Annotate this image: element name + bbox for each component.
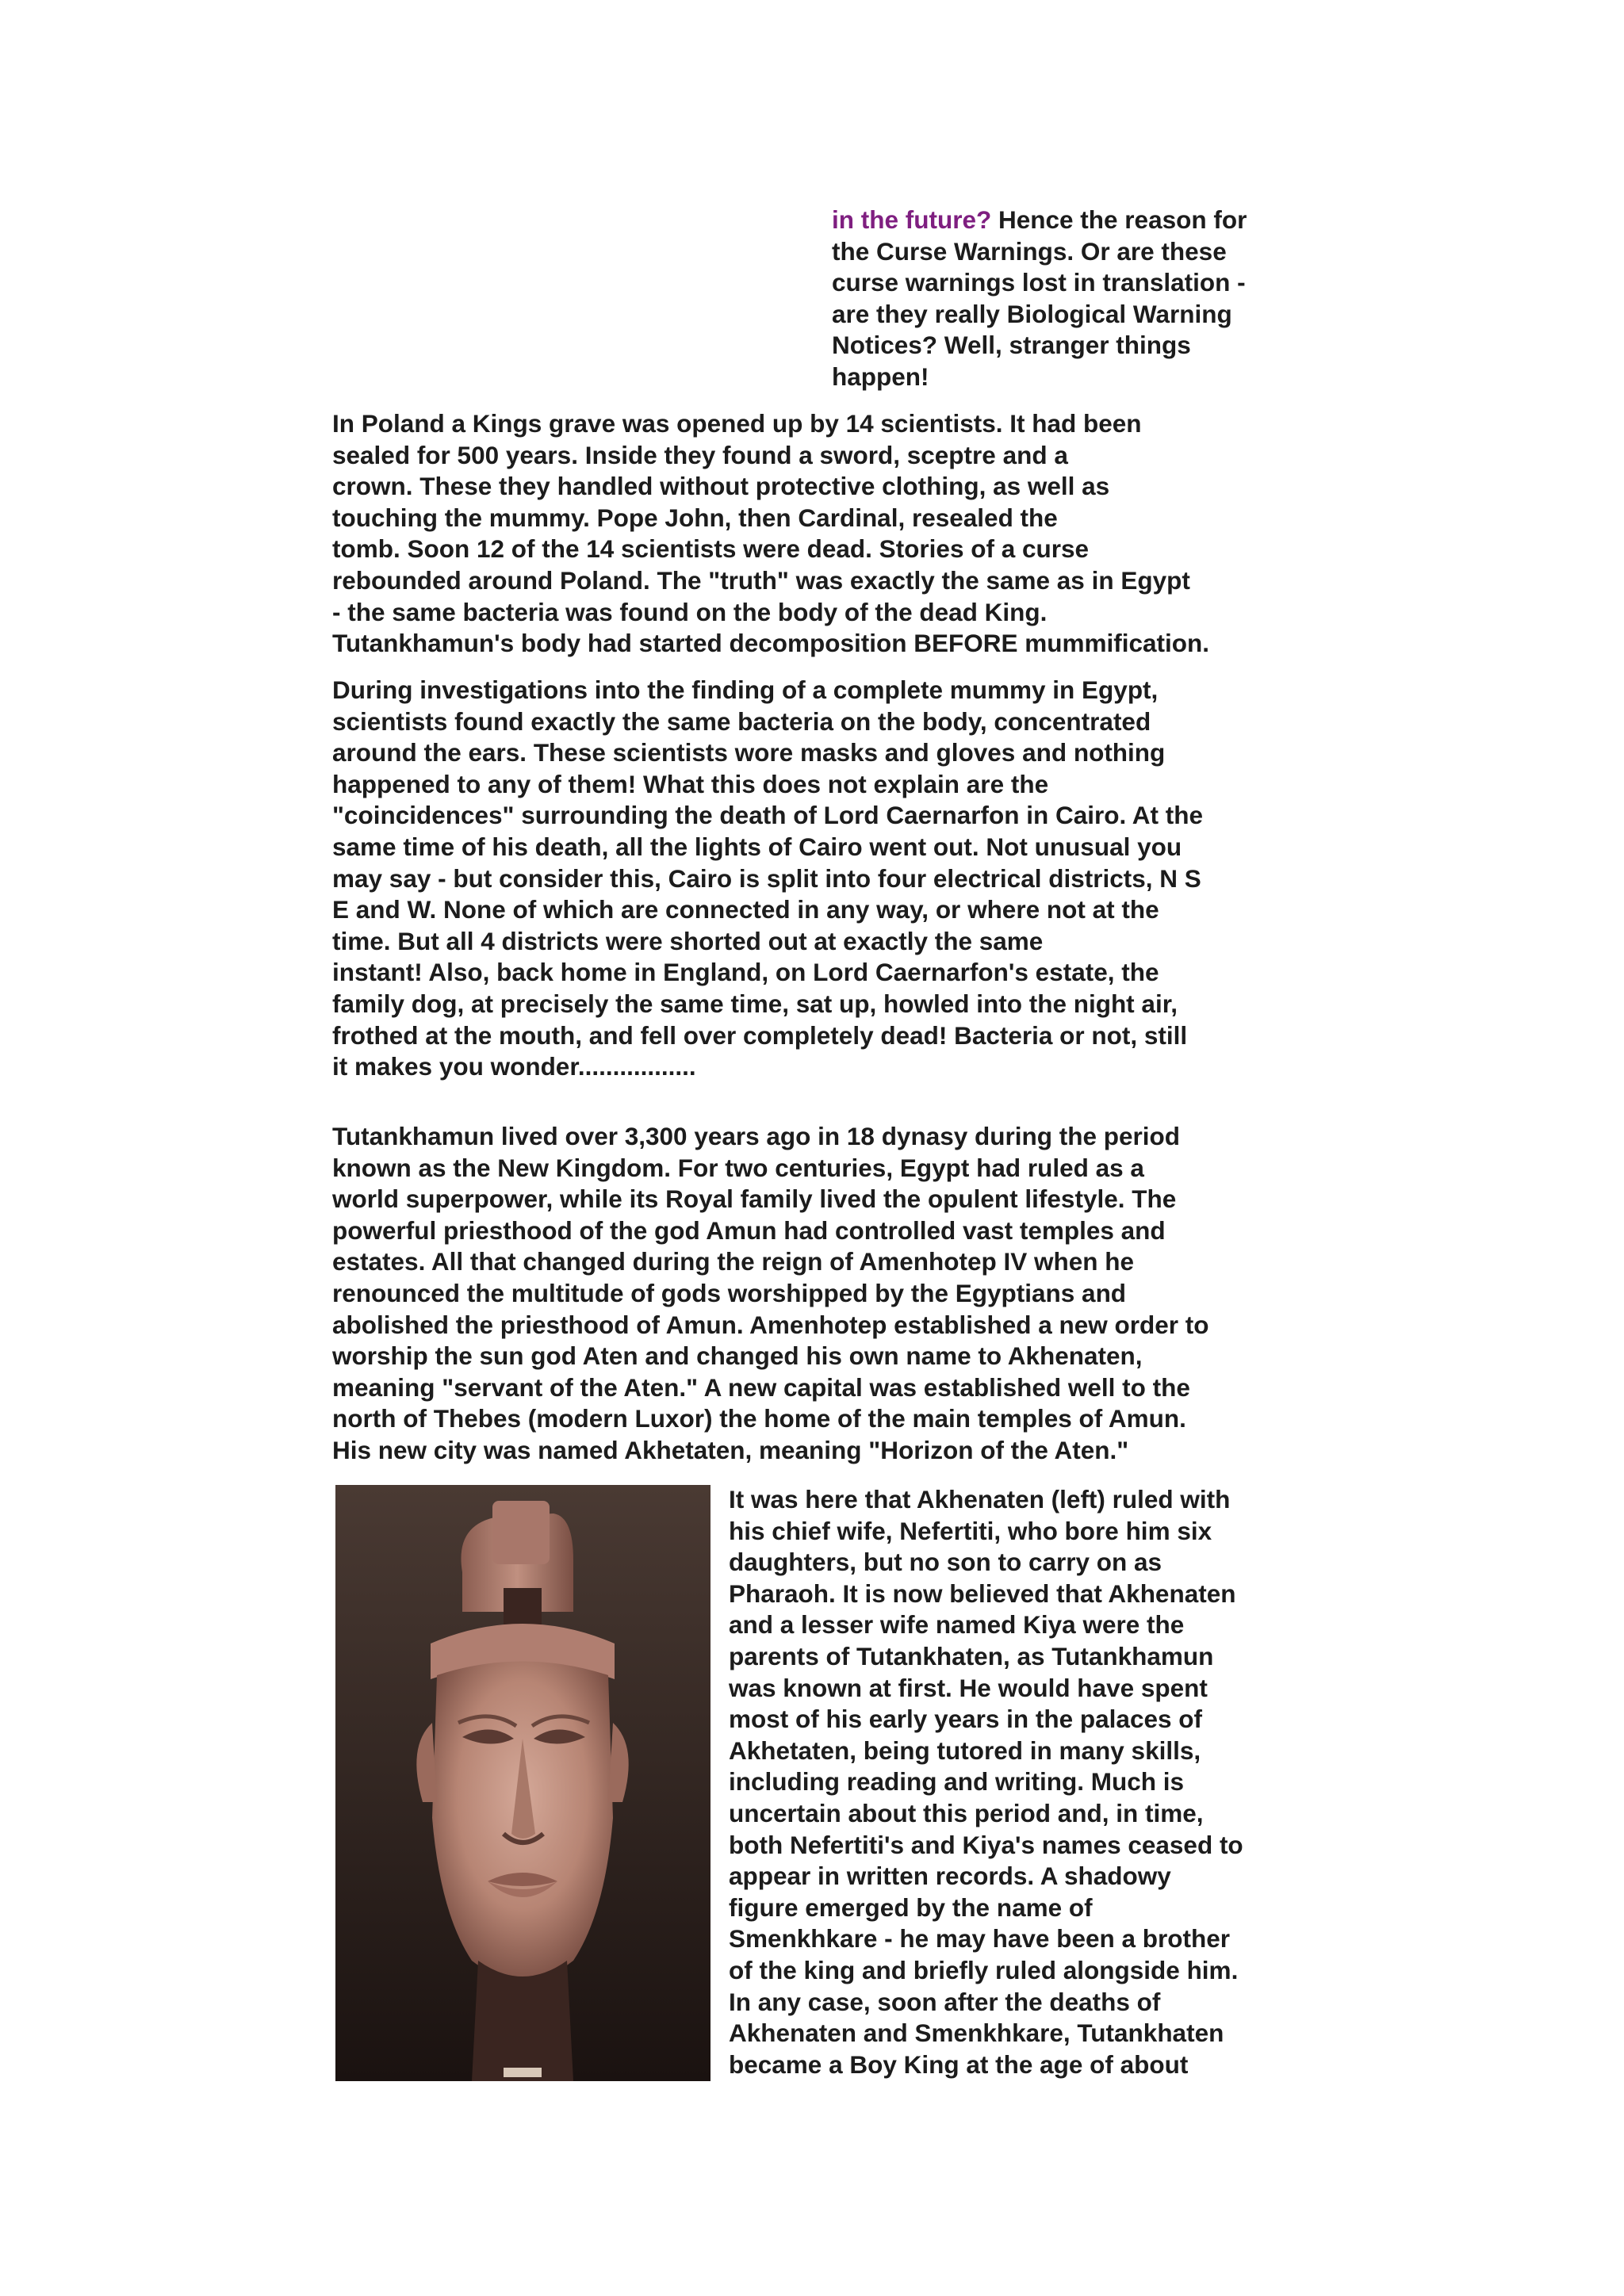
akhenaten-statue-image: [335, 1485, 710, 2081]
highlighted-phrase: in the future?: [832, 205, 992, 234]
continuation-paragraph: [832, 205, 1339, 393]
paragraph-akhenaten: It was here that Akhenaten (left) ruled with his chief wife, Nefertiti, who bore him six daughters, but no son to carry on as Pharaoh. It is now believed that Akhenaten and a lesser wife named Kiya were the parents of Tutankhaten, as Tutankhamun was known at first. He would have spent most of his early years in the palaces of Akhetaten, being tutored in many skills, including reading and writing. Much is uncertain about this period and, in time, both Nefertiti's and Kiya's names ceased to appear in written records. A shadowy figure emerged by the name of Smenkhkare - he may have been a brother of the king and briefly ruled alongside him. In any case, soon after the deaths of Akhenaten and Smenkhkare, Tutankhaten became a Boy King at the age of about: [729, 1485, 1243, 2079]
paragraph-investigations: During investigations into the finding of a complete mummy in Egypt, scientists found exactly the same bacteria on the body, concentrated around the ears. These scientists wore masks and gloves and nothing happened to any of them! What this does not explain are the "coincidences" surrounding the death of Lord Caernarfon in Cairo. At the same time of his death, all the lights of Cairo went out. Not unusual you may say - but consider this, Cairo is split into four electrical districts, N S E and W. None of which are connected in any way, or where not at the time. But all 4 districts were shorted out at exactly the same instant! Also, back home in England, on Lord Caernarfon's estate, the family dog, at precisely the same time, sat up, howled into the night air, frothed at the mouth, and fell over completely dead! Bacteria or not, still it makes you wonder.................: [332, 675, 1204, 1081]
paragraph-tutankhamun-history: Tutankhamun lived over 3,300 years ago in 18 dynasy during the period known as the New Kingdom. For two centuries, Egypt had ruled as a world superpower, while its Royal family lived the opulent lifestyle. The powerful priesthood of the god Amun had controlled vast temples and estates. All that changed during the reign of Amenhotep IV when he renounced the multitude of gods worshipped by the Egyptians and abolished the priesthood of Amun. Amenhotep established a new order to worship the sun god Aten and changed his own name to Akhenaten, meaning "servant of the Aten." A new capital was established well to the north of Thebes (modern Luxor) the home of the main temples of Amun. His new city was named Akhetaten, meaning "Horizon of the Aten.": [332, 1122, 1209, 1464]
paragraph-poland-grave: In Poland a Kings grave was opened up by 14 scientists. It had been sealed for 500 years. Inside they found a sword, sceptre and a crown. These they handled without protective clothing, as well as touching the mummy. Pope John, then Cardinal, resealed the tomb. Soon 12 of the 14 scientists were dead. Stories of a curse rebounded around Poland. The "truth" was exactly the same as in Egypt - the same bacteria was found on the body of the dead King. Tutankhamun's body had started decomposition BEFORE mummification.: [332, 409, 1210, 658]
continuation-text: Hence the reason for the Curse Warnings. Or are these curse warnings lost in translation - are they really Biological Warning Notices? Well, stranger things happen!: [832, 205, 1247, 391]
